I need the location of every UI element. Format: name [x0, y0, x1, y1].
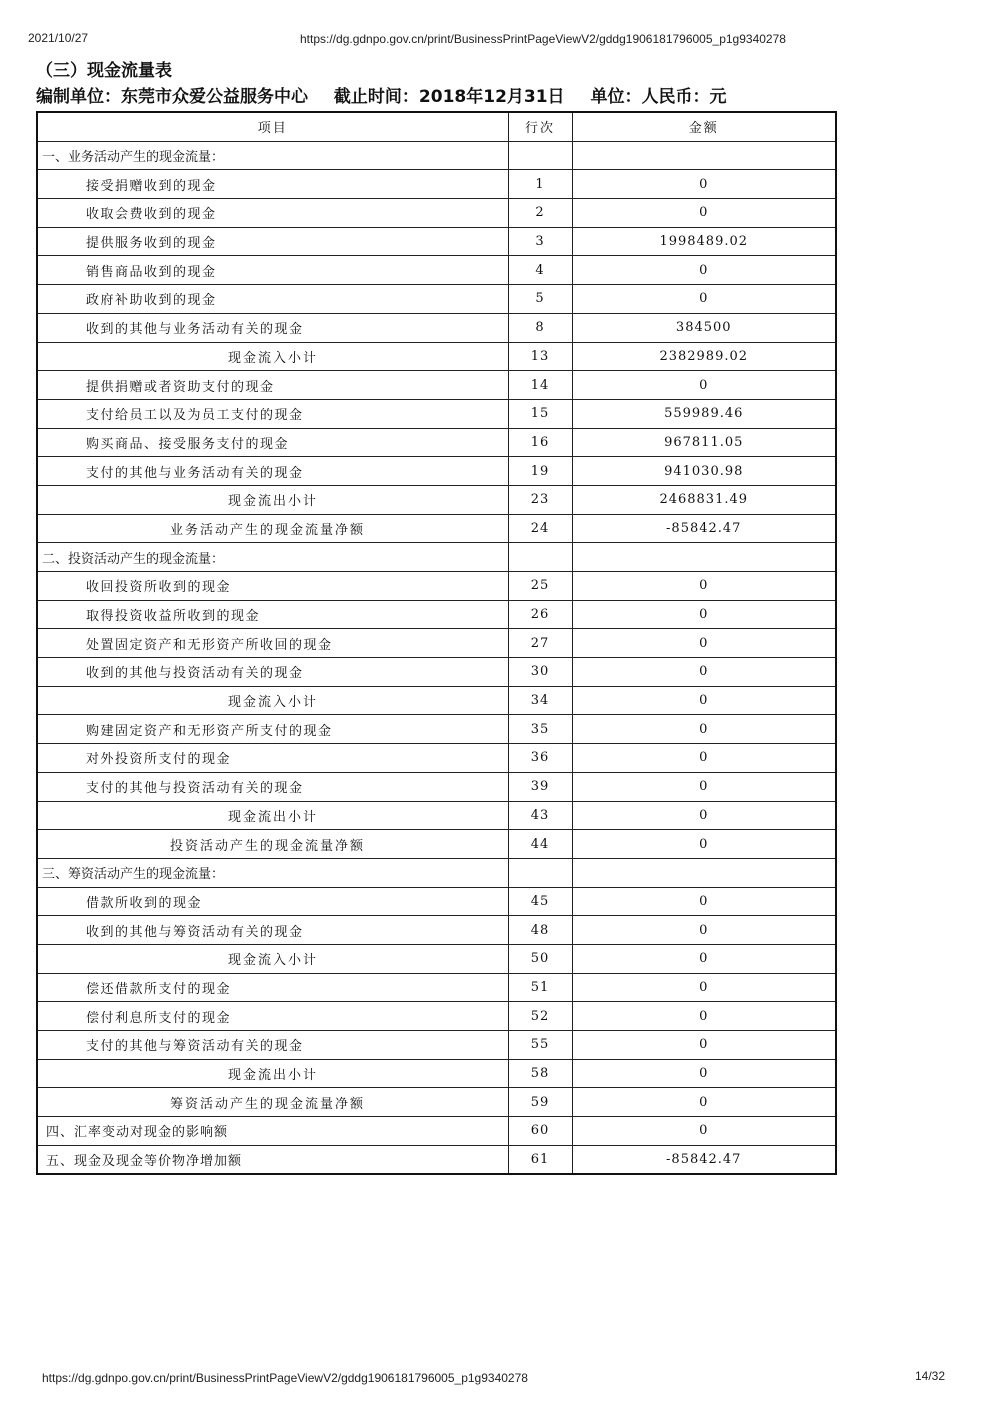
row-line-number: 3 [508, 227, 572, 256]
header-line: 行次 [508, 112, 572, 141]
row-item: 业务活动产生的现金流量净额 [37, 514, 508, 543]
table-row [37, 572, 836, 601]
row-amount: -85842.47 [572, 1145, 836, 1174]
row-amount: 2382989.02 [572, 342, 836, 371]
row-line-number: 34 [508, 686, 572, 715]
table-row [37, 313, 836, 342]
row-line-number: 19 [508, 457, 572, 486]
row-item: 五、现金及现金等价物净增加额 [37, 1145, 508, 1174]
row-item: 筹资活动产生的现金流量净额 [37, 1088, 508, 1117]
row-line-number: 59 [508, 1088, 572, 1117]
row-line-number [508, 543, 572, 572]
row-line-number: 52 [508, 1002, 572, 1031]
row-line-number: 16 [508, 428, 572, 457]
header-amount: 金额 [572, 112, 836, 141]
table-row [37, 629, 836, 658]
row-item: 收到的其他与业务活动有关的现金 [37, 313, 508, 342]
table-row [37, 371, 836, 400]
row-line-number: 26 [508, 600, 572, 629]
table-row [37, 715, 836, 744]
row-item: 一、业务活动产生的现金流量： [37, 141, 508, 170]
row-line-number: 23 [508, 485, 572, 514]
row-amount: 0 [572, 830, 836, 859]
table-row [37, 658, 836, 687]
table-row [37, 199, 836, 228]
row-item: 支付的其他与业务活动有关的现金 [37, 457, 508, 486]
row-item: 现金流出小计 [37, 801, 508, 830]
row-item: 偿付利息所支付的现金 [37, 1002, 508, 1031]
row-item: 收取会费收到的现金 [37, 199, 508, 228]
table-row [37, 772, 836, 801]
row-line-number: 44 [508, 830, 572, 859]
row-amount: 0 [572, 1002, 836, 1031]
table-row [37, 428, 836, 457]
table-header-row [37, 112, 836, 141]
row-item: 购建固定资产和无形资产所支付的现金 [37, 715, 508, 744]
row-line-number: 25 [508, 572, 572, 601]
row-amount: 559989.46 [572, 399, 836, 428]
row-amount: 0 [572, 1117, 836, 1146]
row-item: 收到的其他与筹资活动有关的现金 [37, 916, 508, 945]
table-row [37, 887, 836, 916]
row-item: 借款所收到的现金 [37, 887, 508, 916]
row-amount: 0 [572, 686, 836, 715]
report-meta [36, 82, 732, 107]
row-item: 偿还借款所支付的现金 [37, 973, 508, 1002]
row-line-number: 1 [508, 170, 572, 199]
row-item: 对外投资所支付的现金 [37, 744, 508, 773]
row-item: 接受捐赠收到的现金 [37, 170, 508, 199]
row-line-number: 39 [508, 772, 572, 801]
row-item: 收回投资所收到的现金 [37, 572, 508, 601]
row-amount: 0 [572, 744, 836, 773]
row-line-number: 4 [508, 256, 572, 285]
table-row [37, 399, 836, 428]
row-amount: 0 [572, 801, 836, 830]
row-line-number: 30 [508, 658, 572, 687]
row-line-number [508, 141, 572, 170]
table-row [37, 170, 836, 199]
table-row [37, 1059, 836, 1088]
page-number: 14/32 [915, 1369, 946, 1383]
row-amount: 0 [572, 199, 836, 228]
table-row [37, 916, 836, 945]
row-amount: 0 [572, 973, 836, 1002]
organization: 编制单位：东莞市众爱公益服务中心 [36, 87, 308, 107]
table-row [37, 285, 836, 314]
row-line-number: 27 [508, 629, 572, 658]
table-row [37, 973, 836, 1002]
row-item: 支付给员工以及为员工支付的现金 [37, 399, 508, 428]
table-row [37, 858, 836, 887]
row-item: 销售商品收到的现金 [37, 256, 508, 285]
row-amount: 967811.05 [572, 428, 836, 457]
table-row [37, 457, 836, 486]
table-row [37, 1145, 836, 1174]
row-line-number: 45 [508, 887, 572, 916]
row-item: 现金流入小计 [37, 342, 508, 371]
table-row [37, 1088, 836, 1117]
row-item: 取得投资收益所收到的现金 [37, 600, 508, 629]
row-item: 提供服务收到的现金 [37, 227, 508, 256]
row-item: 现金流出小计 [37, 1059, 508, 1088]
print-footer-url: https://dg.gdnpo.gov.cn/print/BusinessPrintPageViewV2/gddg1906181796005_p1g9340278 [42, 1371, 528, 1385]
table-row [37, 342, 836, 371]
row-line-number: 50 [508, 944, 572, 973]
cash-flow-table [36, 111, 837, 1175]
row-line-number: 14 [508, 371, 572, 400]
table-row [37, 141, 836, 170]
row-item: 处置固定资产和无形资产所收回的现金 [37, 629, 508, 658]
table-row [37, 256, 836, 285]
table-row [37, 1002, 836, 1031]
row-amount: 941030.98 [572, 457, 836, 486]
row-line-number: 35 [508, 715, 572, 744]
row-line-number: 61 [508, 1145, 572, 1174]
row-item: 三、筹资活动产生的现金流量： [37, 858, 508, 887]
row-item: 现金流入小计 [37, 944, 508, 973]
table-row [37, 1031, 836, 1060]
row-item: 购买商品、接受服务支付的现金 [37, 428, 508, 457]
table-row [37, 944, 836, 973]
table-row [37, 830, 836, 859]
row-amount [572, 141, 836, 170]
print-header-url: https://dg.gdnpo.gov.cn/print/BusinessPrintPageViewV2/gddg1906181796005_p1g9340278 [300, 32, 786, 46]
table-row [37, 801, 836, 830]
row-item: 二、投资活动产生的现金流量： [37, 543, 508, 572]
row-item: 提供捐赠或者资助支付的现金 [37, 371, 508, 400]
row-amount: 0 [572, 772, 836, 801]
row-amount: 0 [572, 256, 836, 285]
row-amount [572, 543, 836, 572]
row-amount: 0 [572, 629, 836, 658]
row-item: 现金流出小计 [37, 485, 508, 514]
table-row [37, 514, 836, 543]
table-body [37, 141, 836, 1174]
row-item: 投资活动产生的现金流量净额 [37, 830, 508, 859]
row-amount: 384500 [572, 313, 836, 342]
row-amount: 0 [572, 1031, 836, 1060]
row-amount [572, 858, 836, 887]
row-amount: 0 [572, 285, 836, 314]
row-item: 支付的其他与投资活动有关的现金 [37, 772, 508, 801]
table-row [37, 1117, 836, 1146]
row-line-number: 48 [508, 916, 572, 945]
header-item: 项目 [37, 112, 508, 141]
row-item: 现金流入小计 [37, 686, 508, 715]
currency-unit: 单位：人民币：元 [590, 87, 727, 107]
row-line-number: 36 [508, 744, 572, 773]
row-amount: 0 [572, 887, 836, 916]
row-line-number: 8 [508, 313, 572, 342]
print-date: 2021/10/27 [28, 31, 89, 45]
row-line-number: 51 [508, 973, 572, 1002]
row-amount: 0 [572, 1059, 836, 1088]
row-line-number: 15 [508, 399, 572, 428]
row-item: 政府补助收到的现金 [37, 285, 508, 314]
row-amount: 0 [572, 371, 836, 400]
row-amount: 2468831.49 [572, 485, 836, 514]
row-line-number: 2 [508, 199, 572, 228]
row-line-number: 13 [508, 342, 572, 371]
row-amount: 0 [572, 170, 836, 199]
period: 截止时间：2018年12月31日 [333, 87, 565, 107]
table-row [37, 543, 836, 572]
row-amount: 1998489.02 [572, 227, 836, 256]
table-row [37, 227, 836, 256]
page-title: （三）现金流量表 [36, 61, 172, 81]
table-row [37, 686, 836, 715]
row-amount: 0 [572, 944, 836, 973]
row-item: 收到的其他与投资活动有关的现金 [37, 658, 508, 687]
row-line-number [508, 858, 572, 887]
row-line-number: 43 [508, 801, 572, 830]
row-amount: 0 [572, 916, 836, 945]
table-row [37, 600, 836, 629]
row-amount: 0 [572, 600, 836, 629]
table-row [37, 744, 836, 773]
row-line-number: 24 [508, 514, 572, 543]
row-line-number: 60 [508, 1117, 572, 1146]
table-row [37, 485, 836, 514]
row-item: 四、汇率变动对现金的影响额 [37, 1117, 508, 1146]
row-line-number: 5 [508, 285, 572, 314]
row-item: 支付的其他与筹资活动有关的现金 [37, 1031, 508, 1060]
row-amount: 0 [572, 715, 836, 744]
row-amount: 0 [572, 572, 836, 601]
row-line-number: 55 [508, 1031, 572, 1060]
row-amount: 0 [572, 1088, 836, 1117]
row-line-number: 58 [508, 1059, 572, 1088]
row-amount: 0 [572, 658, 836, 687]
row-amount: -85842.47 [572, 514, 836, 543]
